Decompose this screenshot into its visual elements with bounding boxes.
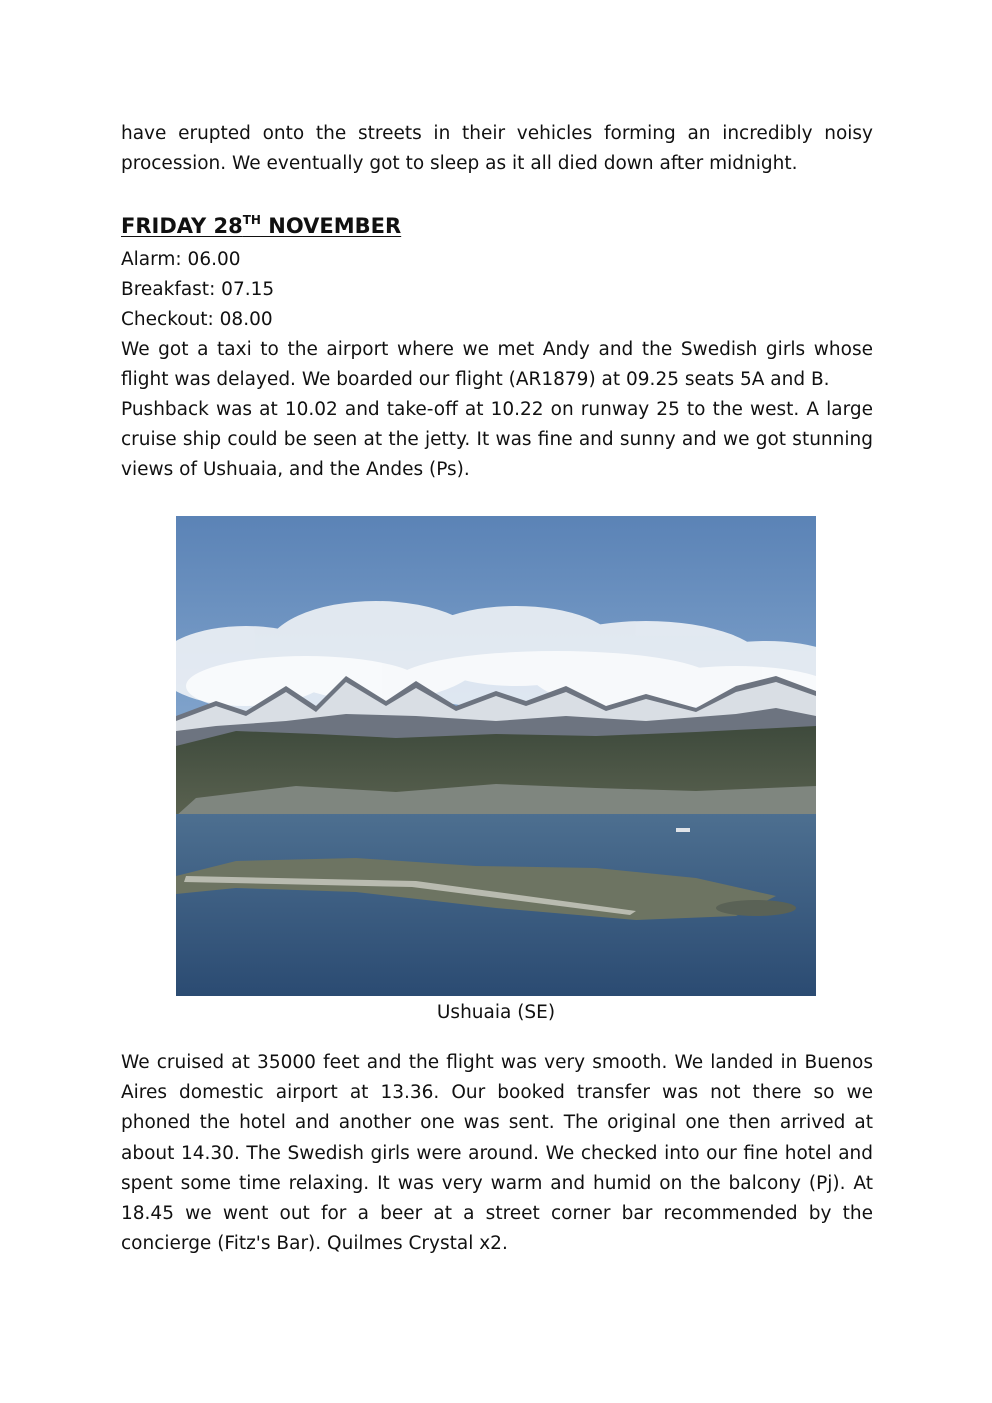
flight-paragraph-2: Pushback was at 10.02 and take-off at 10.22 on runway 25 to the west. A large cruise ship could be seen at the jetty. It was fine and sunny and we got stunning views of Ushuaia, and the Andes (Ps). [121,399,873,481]
ushuaia-aerial-photo [176,516,816,996]
heading-date-suffix: TH [242,213,261,227]
heading-date: FRIDAY 28 [121,214,243,238]
checkout-time: Checkout: 08.00 [121,309,273,330]
heading-month: NOVEMBER [260,214,402,238]
intro-paragraph: have erupted onto the streets in their vehicles forming an incredibly noisy procession. We eventually got to sleep as it all died down after midnight. [121,123,873,175]
breakfast-time: Breakfast: 07.15 [121,279,275,300]
flight-paragraph: We got a taxi to the airport where we met Andy and the Swedish girls whose flight was delayed. We boarded our flight (AR1879) at 09.25 seats 5A and B. [121,339,873,391]
arrival-paragraph: We cruised at 35000 feet and the flight was very smooth. We landed in Buenos Aires domestic airport at 13.36. Our booked transfer was not there so we phoned the hotel and another one was sent. The original one then arrived at about 14.30. The Swedish girls were around. We checked into our fine hotel and spent some time relaxing. It was very warm and humid on the balcony (Pj). At 18.45 we went out for a beer at a street corner bar recommended by the concierge (Fitz's Bar). Quilmes Crystal x2. [121,1052,873,1255]
photo-caption: Ushuaia (SE) [436,1002,556,1023]
day-heading [121,211,401,241]
alarm-time: Alarm: 06.00 [121,249,241,270]
